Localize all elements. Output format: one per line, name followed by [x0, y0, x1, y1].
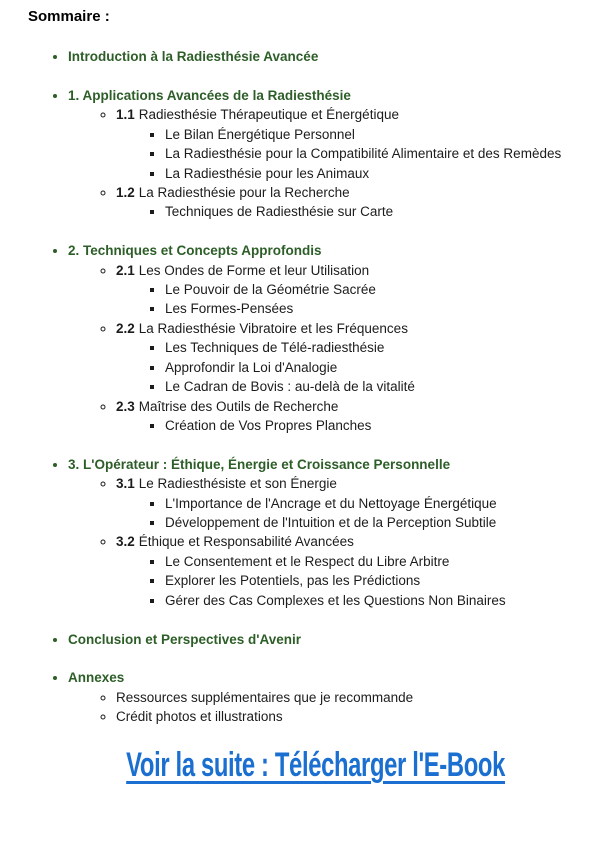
toc-itemlist — [116, 280, 604, 319]
toc-subsection — [116, 183, 604, 222]
toc-itemlist — [116, 338, 604, 396]
toc-subsection — [116, 688, 604, 707]
toc-subsection-number: 2.1 — [116, 262, 135, 278]
toc-section-conclusion — [68, 630, 604, 649]
toc-subsection — [116, 105, 604, 183]
toc-item: ▪ Explorer les Potentiels, pas les Prédictions — [165, 571, 604, 590]
toc-itemlist — [116, 125, 604, 183]
toc-item: ▪ Approfondir la Loi d'Analogie — [165, 358, 604, 377]
toc-section-2-techniques — [68, 241, 604, 435]
toc-itemlist — [116, 494, 604, 533]
toc-subsection-title: Maîtrise des Outils de Recherche — [138, 398, 339, 414]
toc-subsection-number: 3.2 — [116, 534, 135, 550]
toc-sublist — [68, 105, 604, 221]
toc-sublist — [68, 474, 604, 610]
toc-itemlist — [116, 416, 604, 435]
toc-subsection-number: 1.1 — [116, 107, 135, 123]
toc-list — [28, 47, 604, 727]
toc-itemlist — [116, 552, 604, 610]
toc-subsection-title: Le Radiesthésiste et son Énergie — [138, 476, 337, 492]
page-title: Sommaire : — [28, 8, 110, 25]
toc-subsection-title: Radiesthésie Thérapeutique et Énergétique — [138, 107, 399, 123]
toc-item: ▪ Le Cadran de Bovis : au-delà de la vitalité — [165, 377, 604, 396]
toc-subsection-number: 2.2 — [116, 320, 135, 336]
toc-sublist — [68, 688, 604, 727]
toc-section-3-operateur — [68, 455, 604, 610]
toc-item: ▪ Le Pouvoir de la Géométrie Sacrée — [165, 280, 604, 299]
toc-subsection-title: Ressources supplémentaires que je recommande — [116, 689, 414, 705]
toc-section-introduction — [68, 47, 604, 66]
toc-subsection-number: 1.2 — [116, 184, 135, 200]
toc-subsection — [116, 474, 604, 532]
toc-item: ▪ Techniques de Radiesthésie sur Carte — [165, 202, 604, 221]
toc-subsection — [116, 707, 604, 726]
download-ebook-link[interactable]: Voir la suite : Télécharger l'E-Book — [126, 746, 506, 785]
toc-item: ▪ Le Bilan Énergétique Personnel — [165, 125, 604, 144]
toc-subsection — [116, 397, 604, 436]
toc-subsection-title: La Radiesthésie Vibratoire et les Fréquences — [138, 320, 408, 336]
toc-section-title: Annexes — [68, 670, 125, 686]
toc-item: ▪ Les Formes-Pensées — [165, 299, 604, 318]
toc-item: ▪ Gérer des Cas Complexes et les Questions Non Binaires — [165, 591, 604, 610]
toc-item: ▪ L'Importance de l'Ancrage et du Nettoyage Énergétique — [165, 494, 604, 513]
toc-section-title: 2. Techniques et Concepts Approfondis — [68, 243, 322, 259]
toc-section-title: 1. Applications Avancées de la Radiesthésie — [68, 87, 351, 103]
toc-item: ▪ La Radiesthésie pour les Animaux — [165, 164, 604, 183]
toc-section-title: Conclusion et Perspectives d'Avenir — [68, 631, 302, 647]
toc-item: ▪ Création de Vos Propres Planches — [165, 416, 604, 435]
toc-subsection-title: Éthique et Responsabilité Avancées — [138, 534, 354, 550]
toc-subsection-number: 3.1 — [116, 476, 135, 492]
toc-subsection-number: 2.3 — [116, 398, 135, 414]
toc-subsection-title: Les Ondes de Forme et leur Utilisation — [138, 262, 370, 278]
toc-subsection-title: La Radiesthésie pour la Recherche — [138, 184, 350, 200]
toc-section-annexes — [68, 668, 604, 726]
toc-item: ▪ Les Techniques de Télé-radiesthésie — [165, 338, 604, 357]
toc-subsection-title: Crédit photos et illustrations — [116, 709, 283, 725]
toc-section-1-applications — [68, 86, 604, 222]
download-cta — [28, 746, 604, 785]
toc-item: ▪ Développement de l'Intuition et de la Perception Subtile — [165, 513, 604, 532]
toc-subsection — [116, 261, 604, 319]
toc-subsection — [116, 532, 604, 610]
toc-section-title: 3. L'Opérateur : Éthique, Énergie et Croissance Personnelle — [68, 456, 451, 472]
toc-itemlist — [116, 202, 604, 221]
toc-subsection — [116, 319, 604, 397]
toc-section-title: Introduction à la Radiesthésie Avancée — [68, 49, 319, 64]
toc-sublist — [68, 261, 604, 436]
toc-item: ▪ La Radiesthésie pour la Compatibilité Alimentaire et des Remèdes — [165, 144, 604, 163]
toc-item: ▪ Le Consentement et le Respect du Libre Arbitre — [165, 552, 604, 571]
